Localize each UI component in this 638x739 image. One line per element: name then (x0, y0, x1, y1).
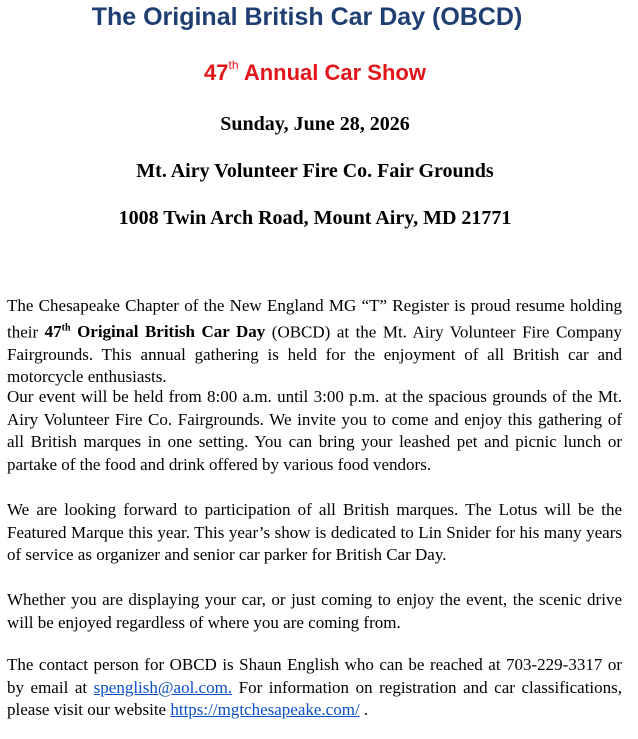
anniversary-number: 47 (204, 60, 229, 85)
email-link[interactable]: spenglish@aol.com. (93, 677, 233, 697)
scenic-drive-paragraph: Whether you are displaying your car, or just coming to enjoy the event, the scenic drive will be enjoyed regardless of where you are coming from. (7, 590, 622, 632)
website-link[interactable]: https://mgtchesapeake.com/ (170, 700, 360, 719)
contact-paragraph: The contact person for OBCD is Shaun English who can be reached at 703-229-3317 or by email at spenglish@aol.com. For information on registration and car classifications, please visit our website https://mgtchesapeake.com/ . (7, 655, 623, 719)
event-venue: Mt. Airy Volunteer Fire Co. Fair Grounds (136, 160, 494, 182)
featured-marque-paragraph: We are looking forward to participation of all British marques. The Lotus will be the Featured Marque this year. This year’s show is dedicated to Lin Snider for his many years of service as organizer and senior car parker for British Car Day. (7, 500, 622, 564)
ordinal-suffix: th (228, 57, 239, 72)
event-address: 1008 Twin Arch Road, Mount Airy, MD 21771 (118, 207, 512, 229)
event-title: The Original British Car Day (OBCD) (91, 3, 523, 31)
event-details-paragraph: Our event will be held from 8:00 a.m. until 3:00 p.m. at the spacious grounds of the Mt. Airy Volunteer Fire Co. Fairgrounds. We invite you to come and enjoy this gathering of all British marques in one setting. You can bring your leashed pet and picnic lunch or partake of the food and drink offered by various food vendors. (7, 387, 622, 474)
event-date: Sunday, June 28, 2026 (220, 113, 410, 135)
event-subtitle (0, 57, 630, 86)
intro-paragraph: The Chesapeake Chapter of the New England MG “T” Register is proud resume holding their 47th Original British Car Day (OBCD) at the Mt. Airy Volunteer Fire Company Fairgrounds. This annual gathering is held for the enjoyment of all British car and motorcycle enthusiasts. (7, 296, 623, 387)
subtitle-text: Annual Car Show (243, 60, 426, 85)
